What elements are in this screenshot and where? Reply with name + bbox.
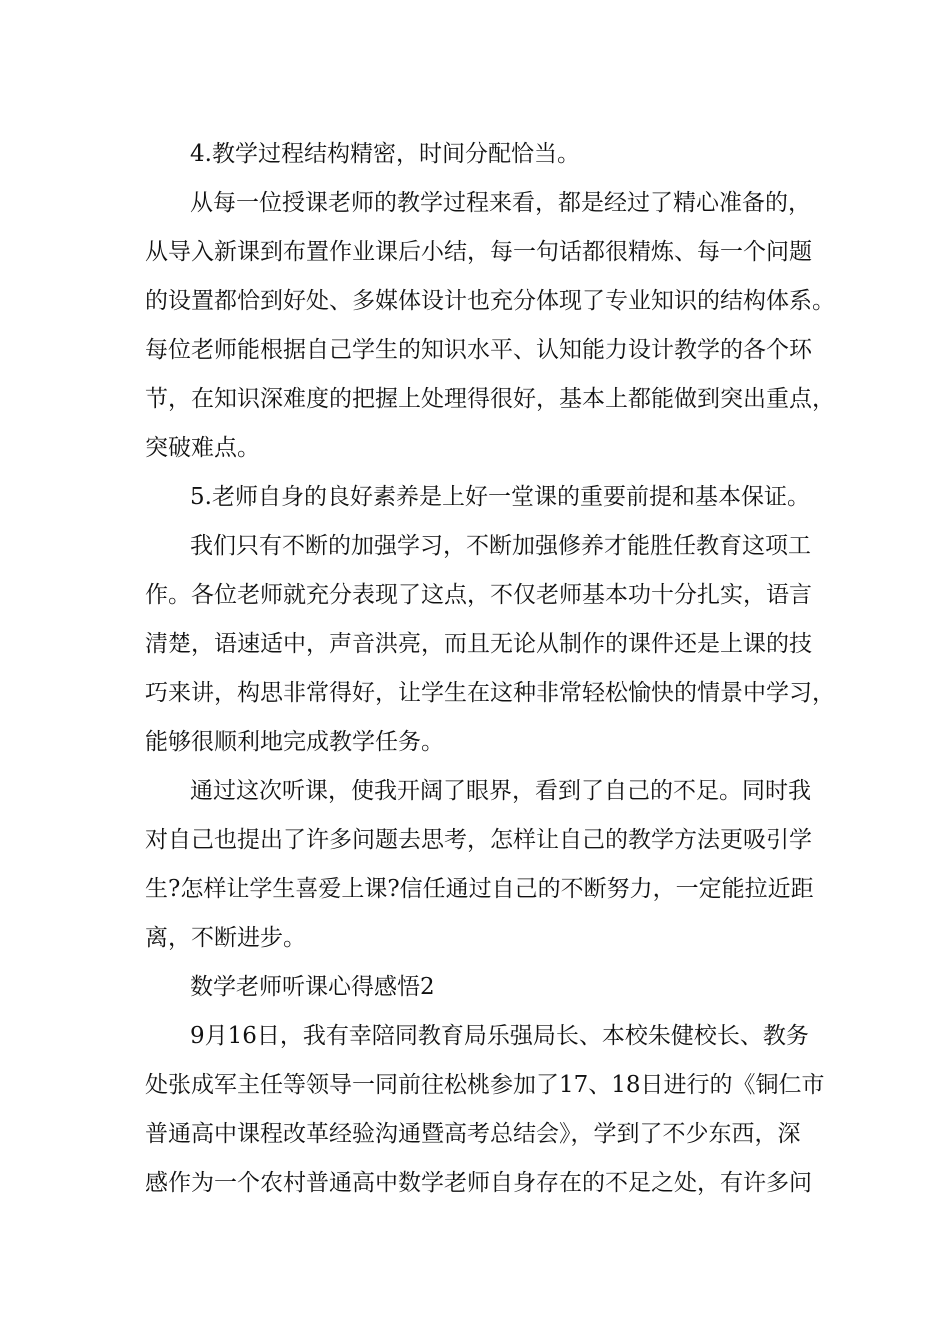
- section-title: 数学老师听课心得感悟2: [190, 974, 435, 1000]
- paragraph-line: 每位老师能根据自己学生的知识水平、认知能力设计教学的各个环: [145, 337, 812, 363]
- paragraph-line: 我们只有不断的加强学习，不断加强修养才能胜任教育这项工: [190, 533, 811, 559]
- paragraph-line: 清楚，语速适中，声音洪亮，而且无论从制作的课件还是上课的技: [145, 631, 812, 657]
- paragraph-line: 节，在知识深难度的把握上处理得很好，基本上都能做到突出重点，: [145, 386, 835, 412]
- paragraph-line: 突破难点。: [145, 435, 260, 461]
- paragraph-line: 生?怎样让学生喜爱上课?信任通过自己的不断努力，一定能拉近距: [145, 876, 814, 902]
- paragraph-line: 感作为一个农村普通高中数学老师自身存在的不足之处，有许多问: [145, 1170, 812, 1196]
- paragraph-line: 从导入新课到布置作业课后小结，每一句话都很精炼、每一个问题: [145, 239, 812, 265]
- paragraph-line: 离，不断进步。: [145, 925, 306, 951]
- paragraph-line: 作。各位老师就充分表现了这点，不仅老师基本功十分扎实，语言: [145, 582, 812, 608]
- paragraph-line: 9月16日，我有幸陪同教育局乐强局长、本校朱健校长、教务: [190, 1023, 809, 1049]
- paragraph-line: 能够很顺利地完成教学任务。: [145, 729, 444, 755]
- heading-point-5: 5.老师自身的良好素养是上好一堂课的重要前提和基本保证。: [190, 484, 810, 510]
- paragraph-line: 巧来讲，构思非常得好，让学生在这种非常轻松愉快的情景中学习，: [145, 680, 835, 706]
- paragraph-line: 从每一位授课老师的教学过程来看，都是经过了精心准备的，: [190, 190, 811, 216]
- document-body: [145, 130, 835, 1208]
- heading-point-4: 4.教学过程结构精密，时间分配恰当。: [190, 141, 580, 167]
- paragraph-line: 通过这次听课，使我开阔了眼界，看到了自己的不足。同时我: [190, 778, 811, 804]
- paragraph-line: 普通高中课程改革经验沟通暨高考总结会》，学到了不少东西，深: [145, 1121, 801, 1147]
- paragraph-line: 对自己也提出了许多问题去思考，怎样让自己的教学方法更吸引学: [145, 827, 812, 853]
- paragraph-line: 处张成军主任等领导一同前往松桃参加了17、18日进行的《铜仁市: [145, 1072, 825, 1098]
- paragraph-line: 的设置都恰到好处、多媒体设计也充分体现了专业知识的结构体系。: [145, 288, 835, 314]
